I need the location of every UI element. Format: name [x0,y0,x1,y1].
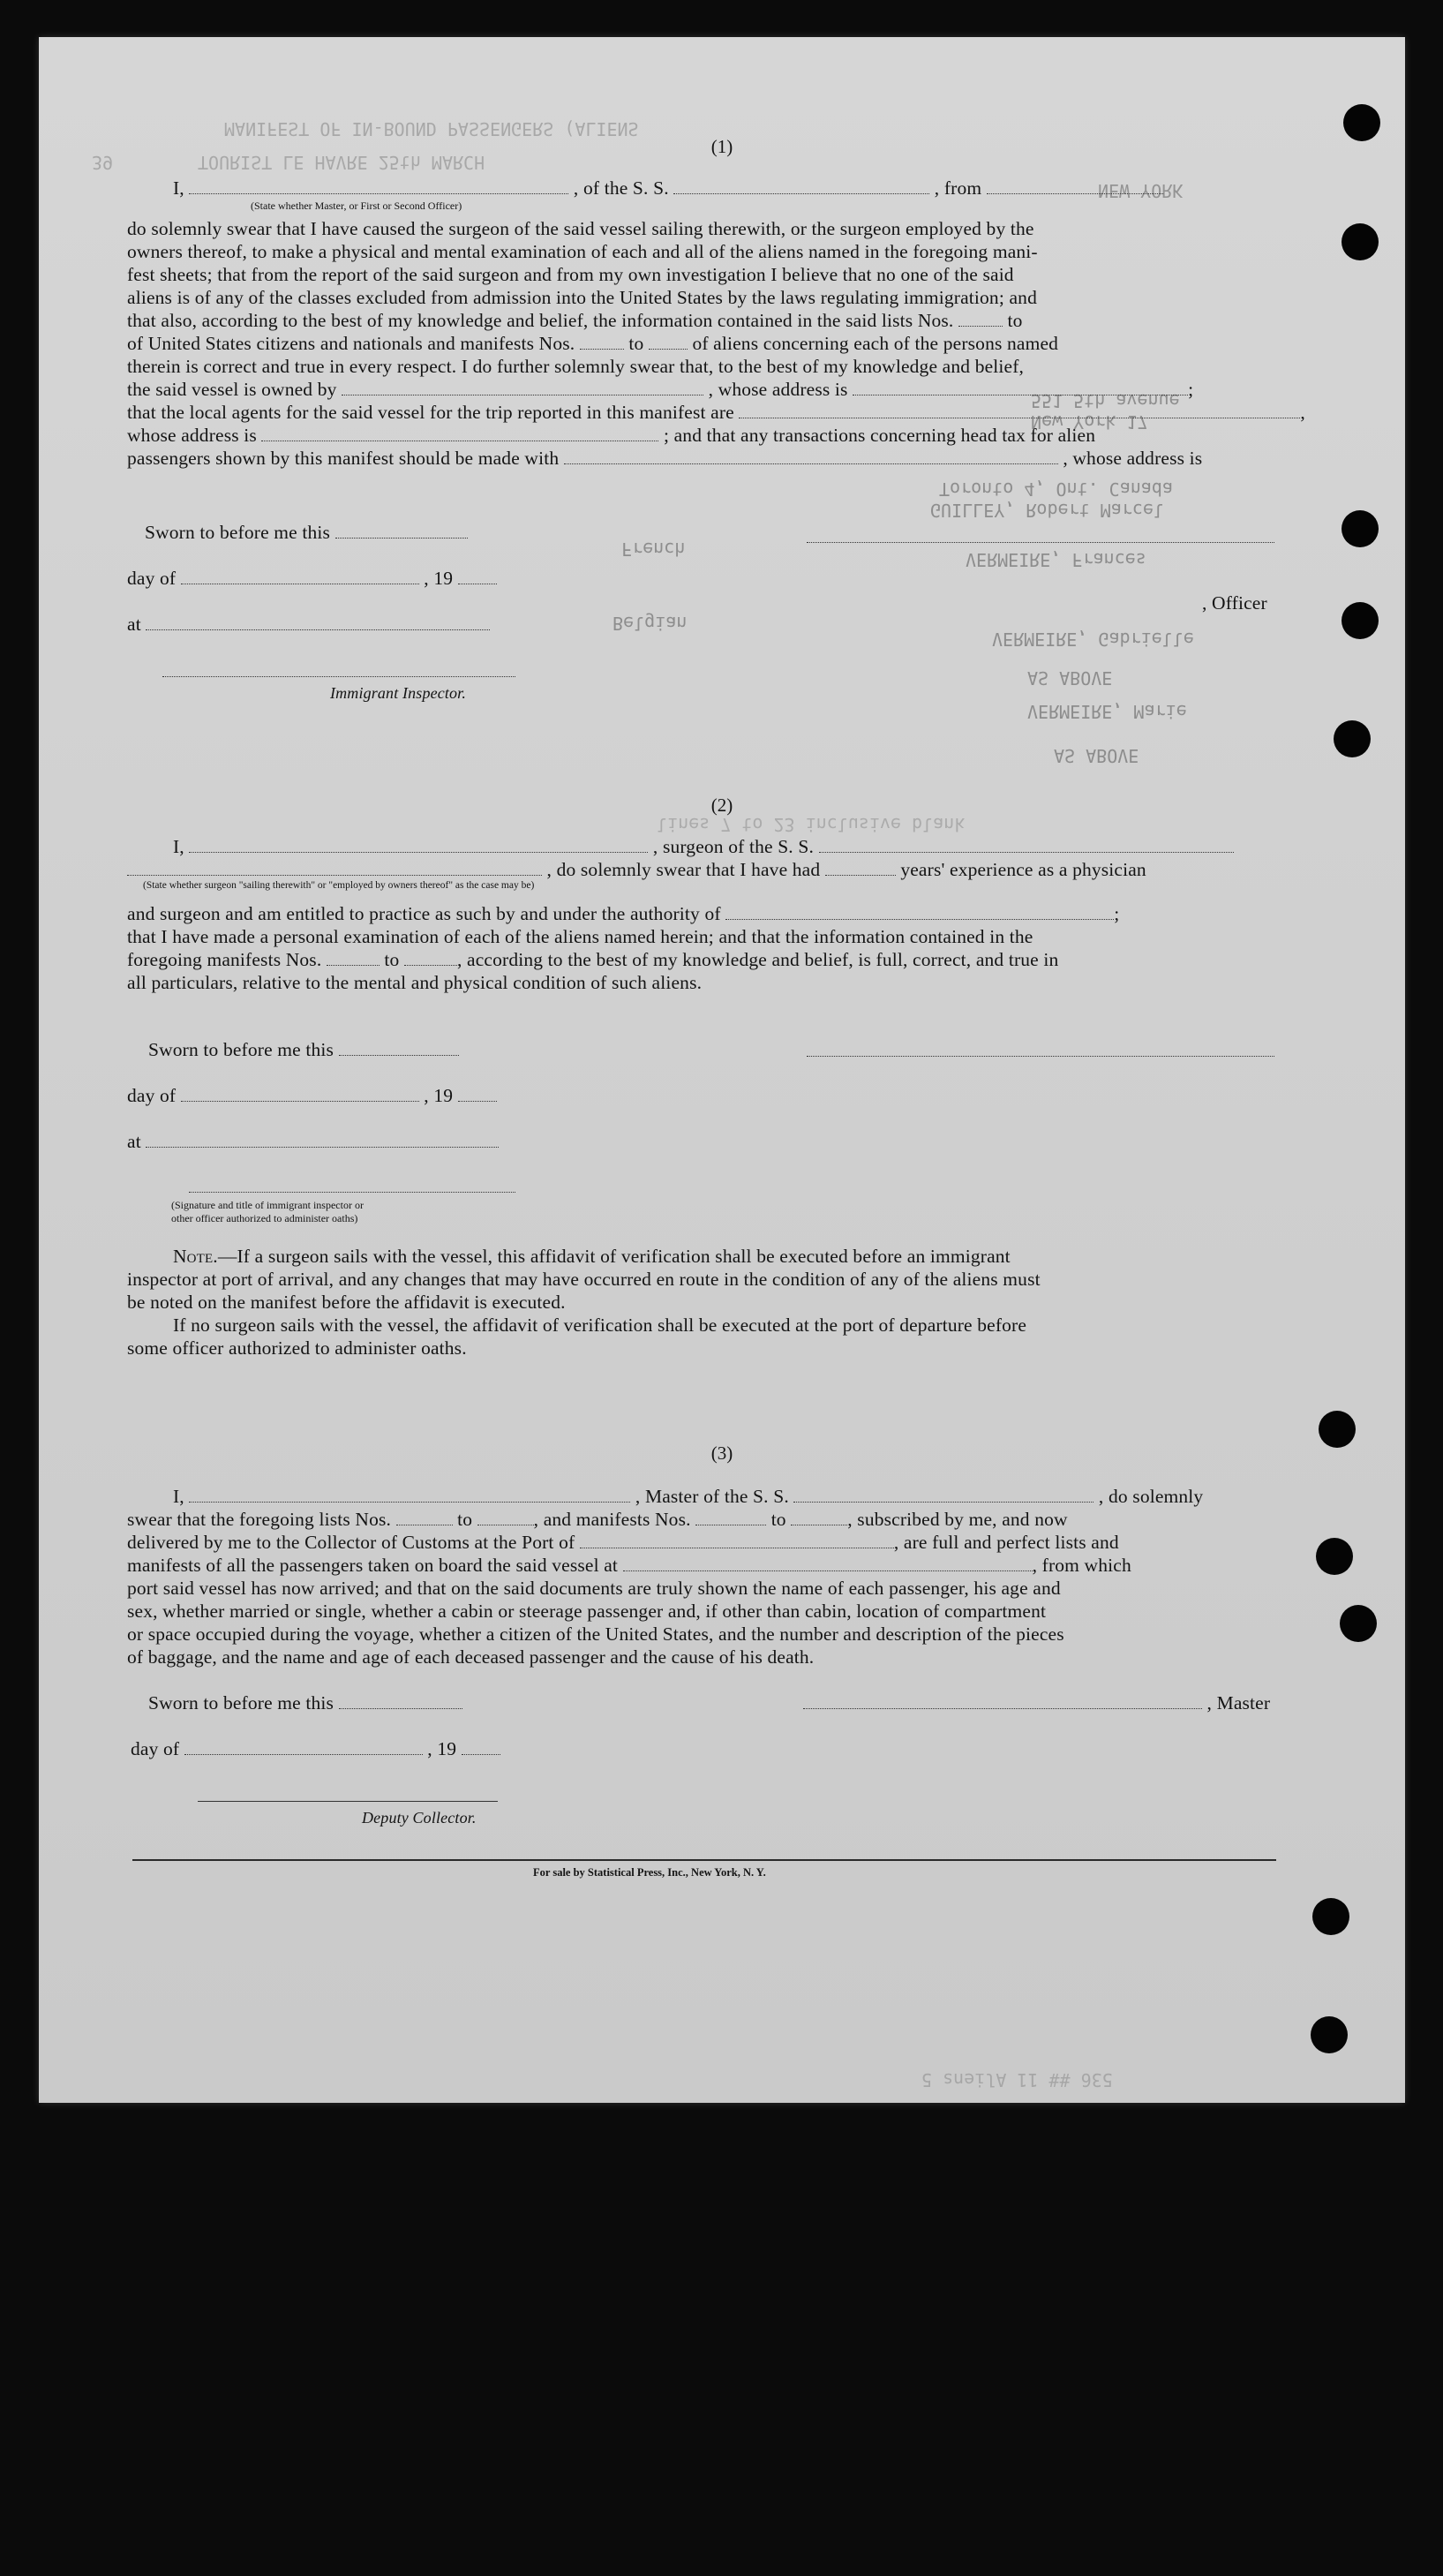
day-line [127,1084,497,1107]
note-line: inspector at port of arrival, and any changes that may have occurred en route in the condition of any of the aliens must [127,1269,1041,1290]
label-i: I, [173,177,184,199]
year-label: , 19 [424,568,454,589]
punch-hole [1334,720,1371,757]
at-label: at [127,614,141,635]
signer-title: Immigrant Inspector. [330,684,466,702]
master-label: , Master [1206,1692,1271,1714]
surgeon-signature-line[interactable] [807,1056,1274,1057]
year-blank[interactable] [458,1087,497,1102]
head-tax-blank[interactable] [564,449,1058,464]
day-line [127,567,497,590]
section-1-sub-caption: (State whether Master, or First or Second Officer) [251,200,462,212]
port-blank[interactable] [623,1556,1033,1571]
list-no-blank[interactable] [958,312,1003,327]
para-text: and surgeon and am entitled to practice as such by and under the authority of [127,903,721,924]
section-3-para-line: of baggage, and the name and age of each deceased passenger and the cause of his death. [127,1646,815,1668]
signature-line [162,676,515,677]
year-blank[interactable] [458,569,497,584]
para-text: foregoing manifests Nos. [127,949,322,970]
label-to: to [1007,310,1023,331]
day-label: day of [127,1085,177,1106]
sworn-label: Sworn to before me this [148,1039,334,1060]
document-page [39,37,1405,2103]
bleed-through-text: Toronto 4, Ont. Canada [939,478,1173,500]
section-1-para-line [127,447,1202,470]
manifest-no-blank[interactable] [649,335,688,350]
section-3-para-line: port said vessel has now arrived; and that on the said documents are truly shown the name of each passenger, his age and [127,1578,1061,1599]
at-line [127,613,490,636]
para-text: of aliens concerning each of the persons named [692,333,1059,354]
sworn-label: Sworn to before me this [148,1692,334,1714]
section-1-para-line [127,309,1023,332]
label-to: to [628,333,644,354]
address-blank[interactable] [261,426,658,441]
note-line [173,1245,1011,1268]
para-text: , whose address is [1063,448,1203,469]
footer-rule [132,1859,1276,1861]
para-text: whose address is [127,425,257,446]
para-text: years' experience as a physician [900,859,1146,880]
para-text: , and manifests Nos. [533,1509,691,1530]
name-blank[interactable] [189,838,648,853]
list-no-blank[interactable] [396,1510,453,1525]
para-text: that also, according to the best of my knowledge and belief, the information contained in the said lists Nos. [127,310,954,331]
para-text: that the local agents for the said vessel for the trip reported in this manifest are [127,402,734,423]
bleed-through-text: New York 17 [1031,411,1148,433]
manifest-no-blank[interactable] [327,951,380,966]
signature-caption: other officer authorized to administer oaths) [171,1212,358,1224]
year-blank[interactable] [462,1740,500,1755]
para-text: manifests of all the passengers taken on board the said vessel at [127,1555,619,1576]
signer-title: Deputy Collector. [362,1809,477,1827]
manifest-no-blank[interactable] [404,951,457,966]
punch-hole [1312,1898,1349,1935]
para-text: ; and that any transactions concerning head tax for alien [663,425,1096,446]
section-2-sub-caption: (State whether surgeon "sailing therewith" or "employed by owners thereof" as the case may be) [143,880,535,891]
section-1-para-line: therein is correct and true in every respect. I do further solemnly swear that, to the best of my knowledge and belief, [127,356,1025,377]
authority-blank[interactable] [725,905,1114,920]
port-blank[interactable] [580,1533,894,1548]
name-blank[interactable] [189,179,568,194]
note-text: —If a surgeon sails with the vessel, this affidavit of verification shall be executed before an immigrant [217,1246,1011,1267]
section-2-heading: (2) [710,795,733,816]
bleed-through-text: VERMEIRE, Gabrielle [992,629,1194,650]
section-1-para-line: do solemnly swear that I have caused the surgeon of the said vessel sailing therewith, or the surgeon employed by the [127,218,1034,239]
section-1-heading: (1) [710,136,733,157]
bleed-through-header: TOURIST LE HAVRE 25th MARCH [198,152,485,173]
section-3-para-line: or space occupied during the voyage, whether a citizen of the United States, and the number and description of the pieces [127,1623,1064,1645]
section-3-line [127,1554,1131,1577]
section-3-line [173,1485,1203,1508]
bleed-through-text: VERMEIRE, Frances [966,549,1146,570]
years-blank[interactable] [825,861,896,876]
name-blank[interactable] [189,1488,630,1503]
punch-hole [1316,1538,1353,1575]
para-text: passengers shown by this manifest should be made with [127,448,560,469]
sworn-line [148,1691,462,1714]
day-label: day of [127,568,177,589]
note-line: If no surgeon sails with the vessel, the affidavit of verification shall be executed at the port of departure before [173,1314,1027,1336]
label-to: to [384,949,400,970]
section-3-line [127,1508,1068,1531]
bleed-through-text: lines 7 to 23 inclusive blank [657,814,966,835]
year-label: , 19 [424,1085,454,1106]
para-text: , whose address is [708,379,848,400]
section-1-para-line: fest sheets; that from the report of the said surgeon and from my own investigation I believe that no one of the said [127,264,1014,285]
at-blank[interactable] [146,1133,499,1148]
bleed-through-text: NEW YORK [1098,180,1184,201]
from-blank[interactable] [987,179,1163,194]
officer-label: , Officer [1202,592,1267,614]
punch-hole [1342,602,1379,639]
label-of-ss: , of the S. S. [573,177,669,199]
bleed-through-text: 551 5th avenue [1031,390,1180,411]
section-1-para-line [127,332,1058,355]
label-i: I, [173,1486,184,1507]
bleed-through-text: GUILLEY, Robert Marcel [930,500,1164,521]
label-from: , from [934,177,982,199]
at-blank[interactable] [146,615,490,630]
label-surgeon: , surgeon of the S. S. [652,836,814,857]
para-text: , do solemnly [1098,1486,1204,1507]
section-2-para-line [127,948,1058,971]
owner-blank[interactable] [342,380,703,395]
sworn-blank[interactable] [335,523,468,539]
label-to: to [770,1509,786,1530]
vessel-blank[interactable] [793,1488,1094,1503]
bleed-through-text: French [621,539,686,560]
section-1-para-line: the said vessel is owned by , whose address is ; [127,379,1194,400]
section-1-para-line: aliens is of any of the classes excluded from admission into the United States by the laws regulating immigration; and [127,287,1037,308]
para-text: , subscribed by me, and now [847,1509,1068,1530]
punch-hole [1311,2016,1348,2053]
punch-hole [1342,223,1379,260]
section-3-para-line: sex, whether married or single, whether a cabin or steerage passenger and, if other than cabin, location of compartment [127,1601,1047,1622]
section-3-heading: (3) [710,1442,733,1464]
section-2-line-1 [173,835,1234,858]
section-2-para-line: all particulars, relative to the mental and physical condition of such aliens. [127,972,703,993]
day-blank[interactable] [184,1740,423,1755]
manifest-no-blank[interactable] [695,1510,766,1525]
bleed-through-text: AS ABOVE [1027,667,1113,689]
para-text: , according to the best of my knowledge and belief, is full, correct, and true in [456,949,1059,970]
manifest-no-blank[interactable] [791,1510,847,1525]
at-line [127,1130,499,1153]
address-blank[interactable] [853,380,1188,395]
label-i: I, [173,836,184,857]
year-label: , 19 [427,1738,457,1759]
day-blank[interactable] [181,569,419,584]
punch-hole [1340,1605,1377,1642]
para-text: of United States citizens and nationals and manifests Nos. [127,333,575,354]
manifest-no-blank[interactable] [580,335,624,350]
section-2-para-line: that I have made a personal examination of each of the aliens named herein; and that the information contained in the [127,926,1033,947]
para-text: , from which [1032,1555,1131,1576]
bleed-through-text: Belgian [613,613,688,634]
punch-hole [1342,510,1379,547]
bleed-through-text: 536 ## 11 Aliens 5 [921,2069,1113,2090]
day-line [131,1737,500,1760]
footer-imprint: For sale by Statistical Press, Inc., New York, N. Y. [533,1866,766,1879]
bleed-through-header: MANIFEST OF IN-BOUND PASSENGERS (ALIENS [224,118,639,139]
vessel-blank[interactable] [819,838,1234,853]
section-1-para-line [127,424,1095,447]
surgeon-type-blank[interactable] [127,861,542,876]
note-line: some officer authorized to administer oaths. [127,1337,467,1359]
para-text: swear that the foregoing lists Nos. [127,1509,392,1530]
section-1-para-line: owners thereof, to make a physical and mental examination of each and all of the aliens named in the foregoing mani- [127,241,1038,262]
sworn-line [148,1038,459,1061]
signature-caption: (Signature and title of immigrant inspector or [171,1199,364,1211]
label-to: to [457,1509,473,1530]
at-label: at [127,1131,141,1152]
para-text: , do solemnly swear that I have had [546,859,821,880]
day-blank[interactable] [181,1087,419,1102]
section-1-line-1 [173,177,1163,200]
signature-line[interactable] [189,1192,515,1193]
bleed-through-page-number: 39 [92,152,114,173]
master-signature-line [803,1691,1270,1714]
officer-signature-line[interactable] [807,542,1274,543]
para-text: the said vessel is owned by [127,379,337,400]
section-1-para-line: that the local agents for the said vessel for the trip reported in this manifest are , [127,402,1305,423]
para-text: delivered by me to the Collector of Customs at the Port of [127,1532,575,1553]
label-master: , Master of the S. S. [635,1486,789,1507]
note-label: Note. [173,1246,218,1267]
note-line: be noted on the manifest before the affidavit is executed. [127,1292,566,1313]
deputy-signature-line[interactable] [198,1801,498,1802]
day-label: day of [131,1738,180,1759]
master-signature-blank[interactable] [803,1694,1202,1709]
vessel-blank[interactable] [673,179,929,194]
section-2-para-line: and surgeon and am entitled to practice as such by and under the authority of ; [127,903,1120,924]
list-no-blank[interactable] [477,1510,534,1525]
section-2-line-2 [127,858,1146,881]
sworn-label: Sworn to before me this [145,522,331,543]
bleed-through-text: AS ABOVE [1054,745,1139,766]
para-text: , are full and perfect lists and [893,1532,1119,1553]
sworn-blank[interactable] [339,1041,459,1056]
section-3-line [127,1531,1119,1554]
bleed-through-text: VERMEIRE, Marie [1027,701,1187,722]
sworn-line [145,521,468,544]
agents-blank[interactable] [739,403,1300,418]
sworn-blank[interactable] [339,1694,462,1709]
